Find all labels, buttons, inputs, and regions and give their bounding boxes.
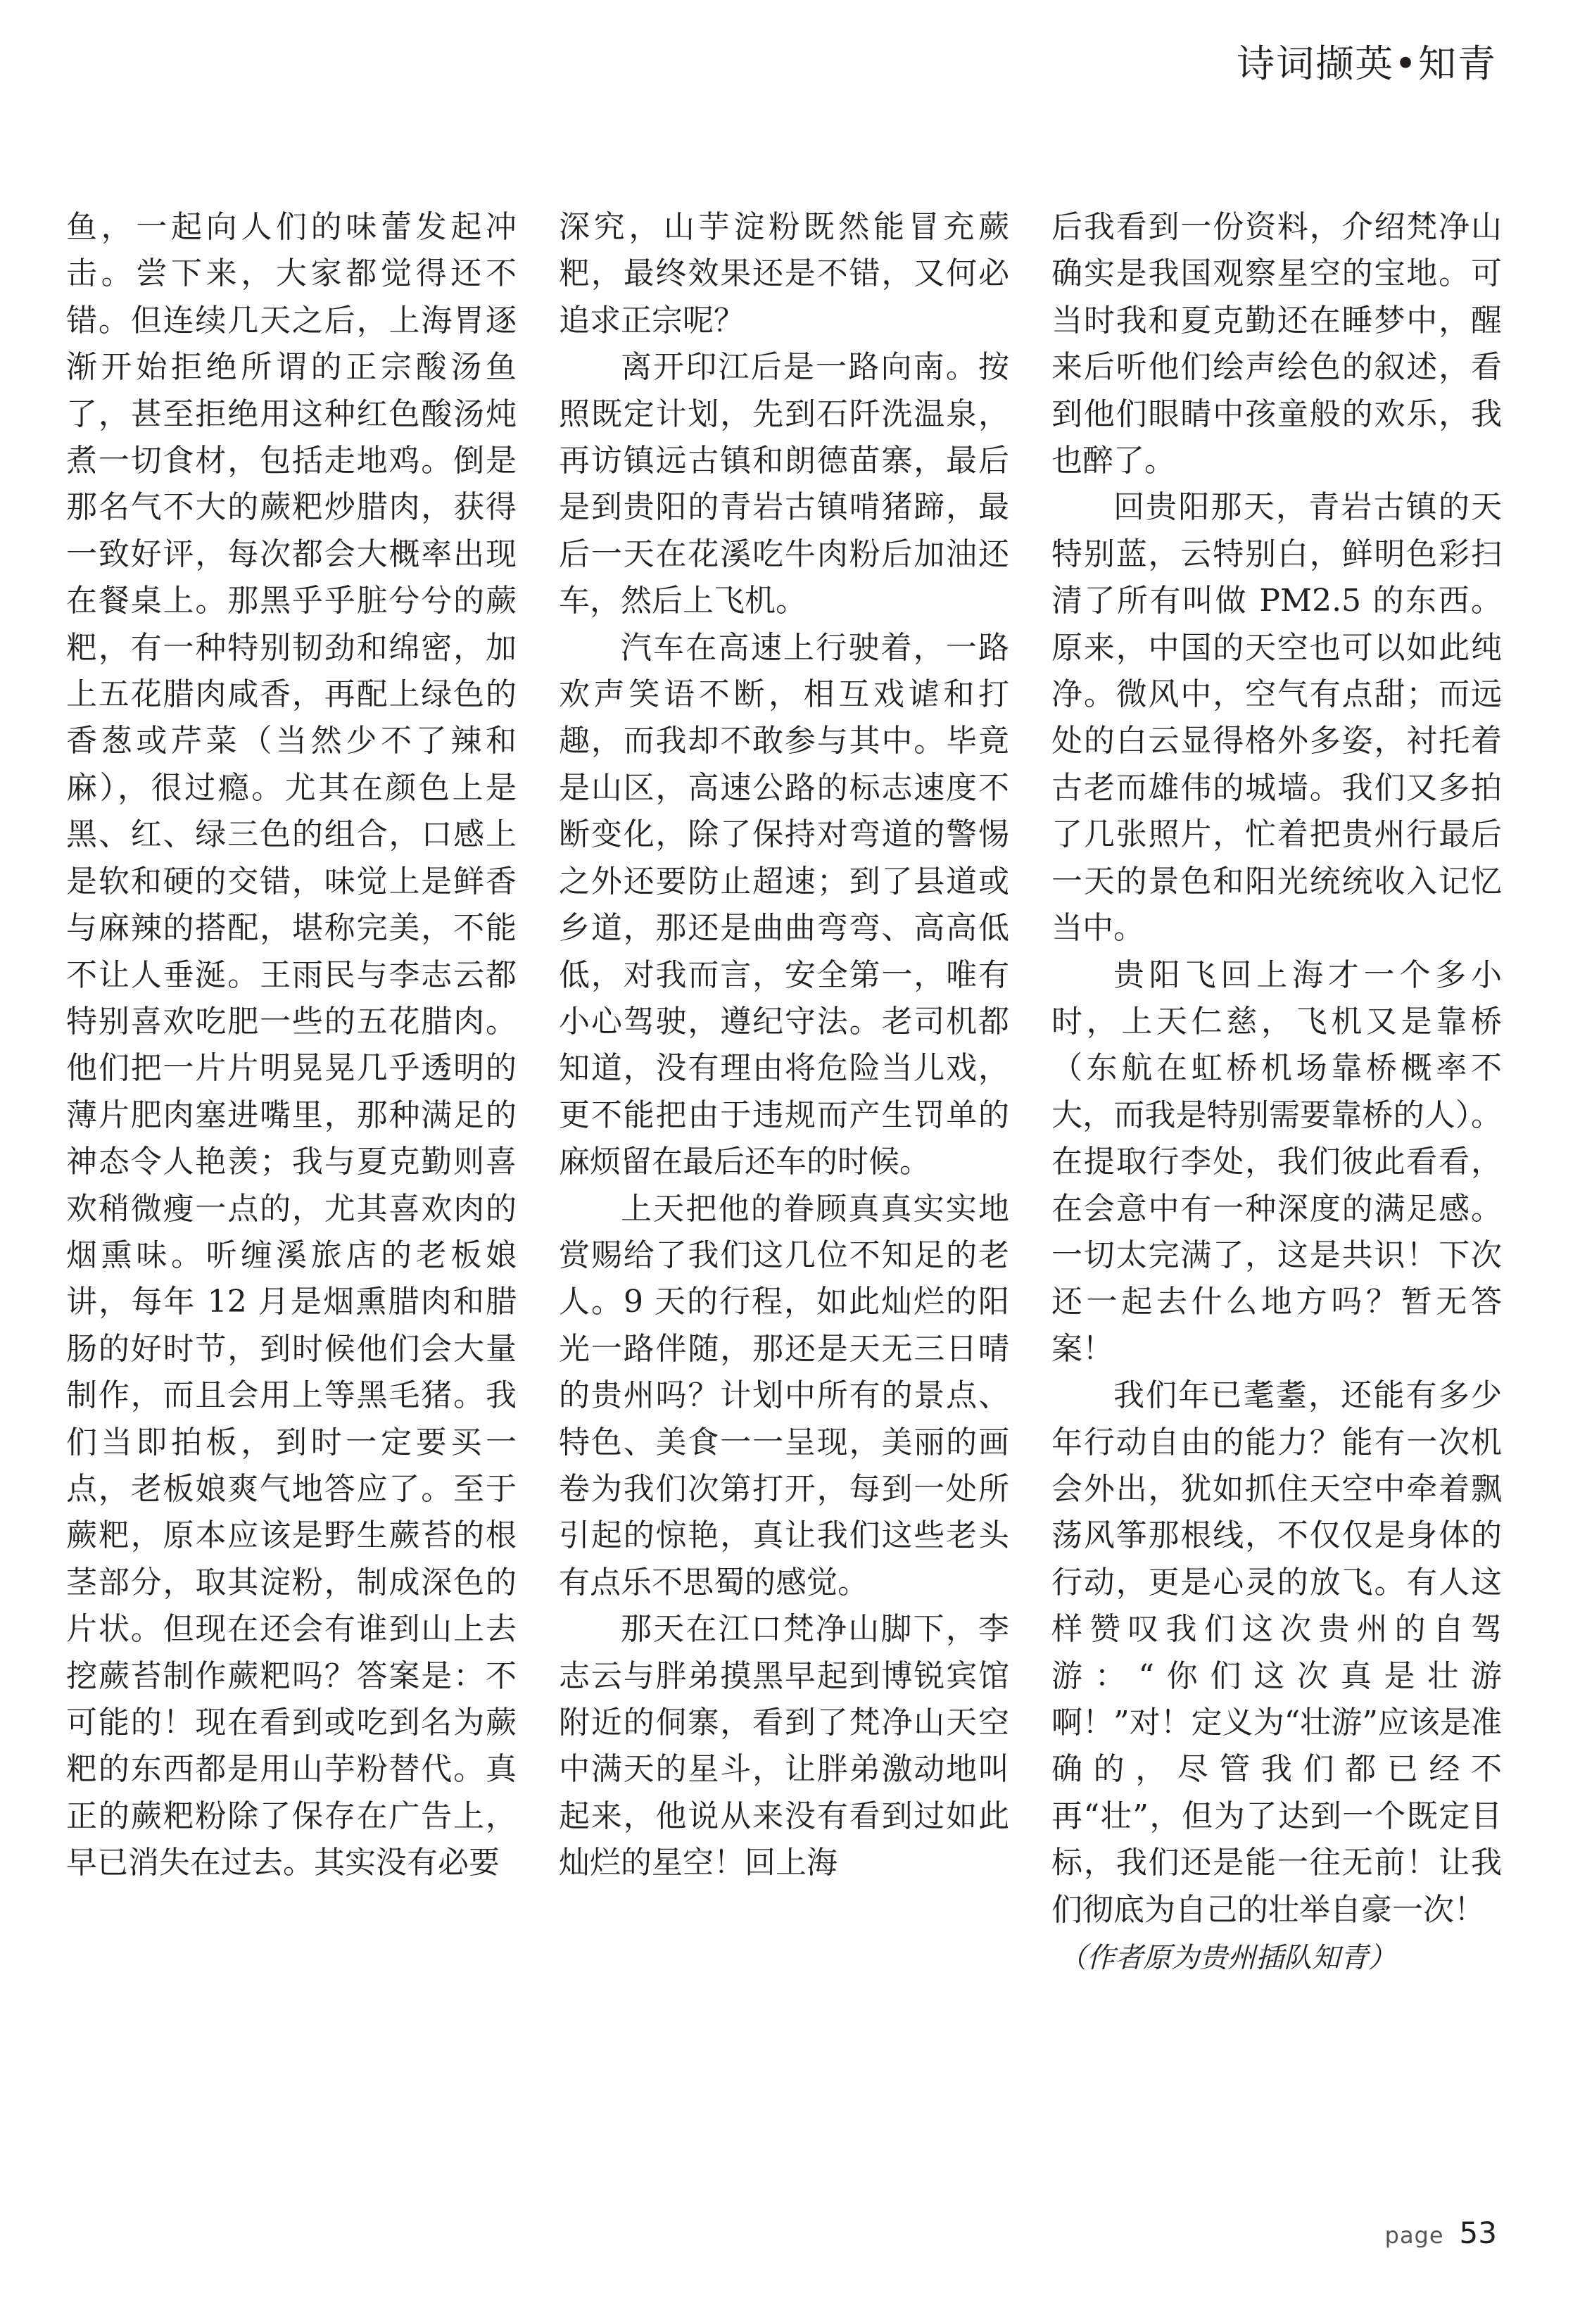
- article-body: [66, 204, 1502, 2161]
- paragraph: 后我看到一份资料，介绍梵净山确实是我国观察星空的宝地。可当时我和夏克勤还在睡梦中，醒来后听他们绘声绘色的叙述，看到他们眼睛中孩童般的欢乐，我也醉了。: [1051, 209, 1502, 479]
- text-column-2: [559, 204, 1009, 2161]
- page-number: 53: [1459, 2216, 1497, 2250]
- paragraph: 深究，山芋淀粉既然能冒充蕨粑，最终效果还是不错，又何必追求正宗呢？: [559, 209, 1009, 339]
- paragraph: 离开印江后是一路向南。按照既定计划，先到石阡洗温泉，再访镇远古镇和朗德苗寨，最后是到贵阳的青岩古镇啃猪蹄，最后一天在花溪吃牛肉粉后加油还车，然后上飞机。: [559, 349, 1009, 619]
- page-footer: [1385, 2216, 1497, 2250]
- text-column-1: [66, 204, 517, 2161]
- page-label: page: [1384, 2222, 1444, 2249]
- section-header: 诗词撷英•知青: [1237, 42, 1497, 86]
- paragraph: 上天把他的眷顾真真实实地赏赐给了我们这几位不知足的老人。9 天的行程，如此灿烂的阳光一路伴随，那还是天无三日晴的贵州吗？计划中所有的景点、特色、美食一一呈现，美丽的画卷为我们次第打开，每到一处所引起的惊艳，真让我们这些老头有点乐不思蜀的感觉。: [559, 1190, 1009, 1600]
- paragraph: 回贵阳那天，青岩古镇的天特别蓝，云特别白，鲜明色彩扫清了所有叫做 PM2.5 的东西。原来，中国的天空也可以如此纯净。微风中，空气有点甜；而远处的白云显得格外多姿，衬托着古老而雄伟的城墙。我们又多拍了几张照片，忙着把贵州行最后一天的景色和阳光统统收入记忆当中。: [1051, 489, 1502, 947]
- paragraph: 贵阳飞回上海才一个多小时，上天仁慈，飞机又是靠桥（东航在虹桥机场靠桥概率不大，而我是特别需要靠桥的人）。在提取行李处，我们彼此看看，在会意中有一种深度的满足感。一切太完满了，这是共识！下次还一起去什么地方吗？暂无答案！: [1051, 956, 1502, 1367]
- paragraph: 鱼，一起向人们的味蕾发起冲击。尝下来，大家都觉得还不错。但连续几天之后，上海胃逐渐开始拒绝所谓的正宗酸汤鱼了，甚至拒绝用这种红色酸汤炖煮一切食材，包括走地鸡。倒是那名气不大的蕨粑炒腊肉，获得一致好评，每次都会大概率出现在餐桌上。那黑乎乎脏兮兮的蕨粑，有一种特别韧劲和绵密，加上五花腊肉咸香，再配上绿色的香葱或芹菜（当然少不了辣和麻），很过瘾。尤其在颜色上是黑、红、绿三色的组合，口感上是软和硬的交错，味觉上是鲜香与麻辣的搭配，堪称完美，不能不让人垂涎。王雨民与李志云都特别喜欢吃肥一些的五花腊肉。他们把一片片明晃晃几乎透明的薄片肥肉塞进嘴里，那种满足的神态令人艳羡；我与夏克勤则喜欢稍微瘦一点的，尤其喜欢肉的烟熏味。听缠溪旅店的老板娘讲，每年 12 月是烟熏腊肉和腊肠的好时节，到时候他们会大量制作，而且会用上等黑毛猪。我们当即拍板，到时一定要买一点，老板娘爽气地答应了。至于蕨粑，原本应该是野生蕨苔的根茎部分，取其淀粉，制成深色的片状。但现在还会有谁到山上去挖蕨苔制作蕨粑吗？答案是：不可能的！现在看到或吃到名为蕨粑的东西都是用山芋粉替代。真正的蕨粑粉除了保存在广告上，早已消失在过去。其实没有必要: [66, 209, 517, 1881]
- paragraph: 我们年已耄耋，还能有多少年行动自由的能力？能有一次机会外出，犹如抓住天空中牵着飘荡风筝那根线，不仅仅是身体的行动，更是心灵的放飞。有人这样赞叹我们这次贵州的自驾游：“你们这次真是壮游啊！”对！定义为“壮游”应该是准确的，尽管我们都已经不再“壮”，但为了达到一个既定目标，我们还是能一往无前！让我们彻底为自己的壮举自豪一次！: [1051, 1377, 1502, 1928]
- author-note: （作者原为贵州插队知青）: [1058, 1942, 1396, 1975]
- text-column-3: [1051, 204, 1502, 2161]
- paragraph: 那天在江口梵净山脚下，李志云与胖弟摸黑早起到博锐宾馆附近的侗寨，看到了梵净山天空中满天的星斗，让胖弟激动地叫起来，他说从来没有看到过如此灿烂的星空！回上海: [559, 1611, 1009, 1881]
- paragraph: 汽车在高速上行驶着，一路欢声笑语不断，相互戏谑和打趣，而我却不敢参与其中。毕竟是山区，高速公路的标志速度不断变化，除了保持对弯道的警惕之外还要防止超速；到了县道或乡道，那还是曲曲弯弯、高高低低，对我而言，安全第一，唯有小心驾驶，遵纪守法。老司机都知道，没有理由将危险当儿戏，更不能把由于违规而产生罚单的麻烦留在最后还车的时候。: [559, 629, 1009, 1180]
